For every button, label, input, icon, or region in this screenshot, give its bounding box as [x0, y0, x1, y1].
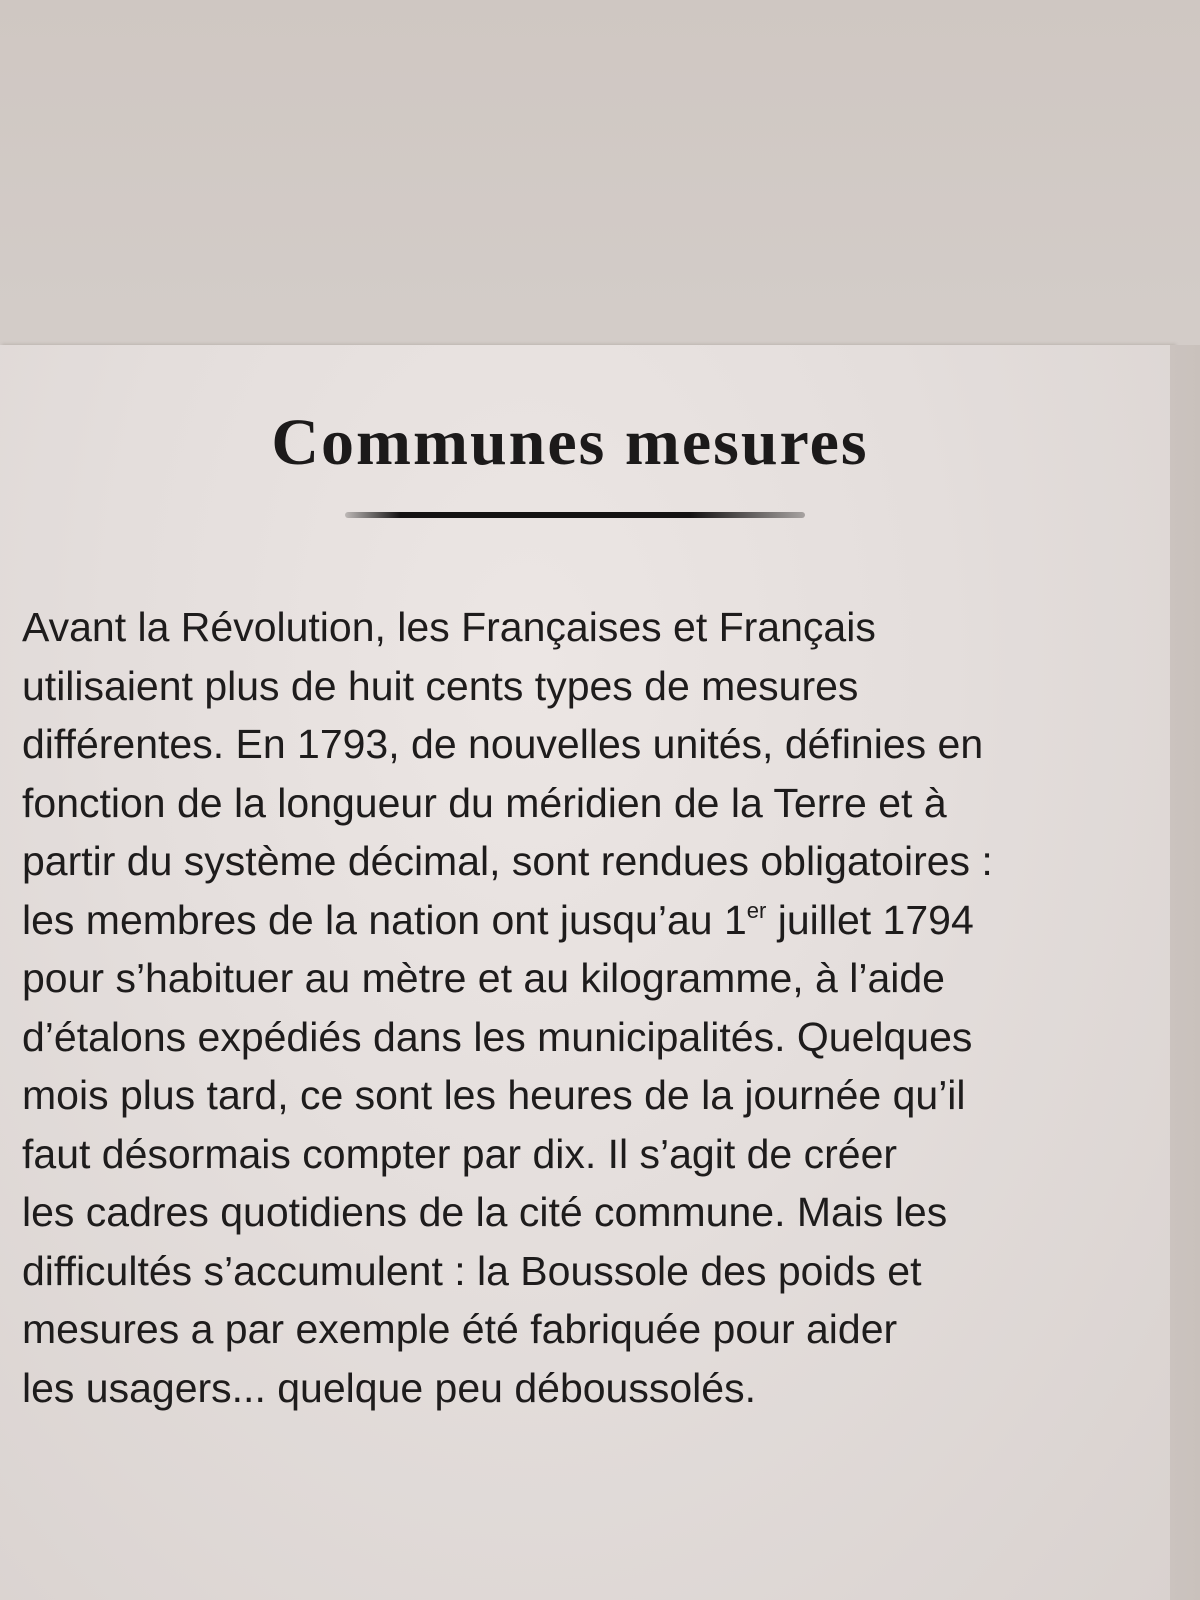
wall-edge	[1170, 345, 1200, 1600]
panel-body-text	[22, 598, 1162, 1417]
body-line: les cadres quotidiens de la cité commune. Mais les	[22, 1189, 948, 1235]
body-line: différentes. En 1793, de nouvelles unités, définies en	[22, 721, 984, 767]
body-line: fonction de la longueur du méridien de la Terre et à	[22, 779, 947, 826]
body-line: d’étalons expédiés dans les municipalités. Quelques	[22, 1013, 973, 1060]
body-line: les usagers... quelque peu déboussolés.	[22, 1364, 756, 1411]
body-line: partir du système décimal, sont rendues obligatoires :	[22, 838, 993, 884]
ordinal-superscript: er	[746, 897, 767, 923]
body-line-with-date	[22, 891, 1162, 950]
body-line-date: juillet 1794	[766, 896, 974, 943]
panel-title: Communes mesures	[271, 406, 869, 479]
body-line: Avant la Révolution, les Françaises et Français	[22, 604, 876, 650]
body-line-start: les membres de la nation ont jusqu’au 1	[22, 896, 747, 943]
body-line: faut désormais compter par dix. Il s’agit de créer	[22, 1130, 898, 1177]
body-line: mois plus tard, ce sont les heures de la journée qu’il	[22, 1072, 966, 1118]
body-line: mesures a par exemple été fabriquée pour aider	[22, 1306, 898, 1352]
body-line: difficultés s’accumulent : la Boussole des poids et	[22, 1247, 922, 1294]
title-underline	[345, 512, 805, 518]
body-line: pour s’habituer au mètre et au kilogramme, à l’aide	[22, 955, 945, 1001]
body-line: utilisaient plus de huit cents types de mesures	[22, 662, 859, 709]
